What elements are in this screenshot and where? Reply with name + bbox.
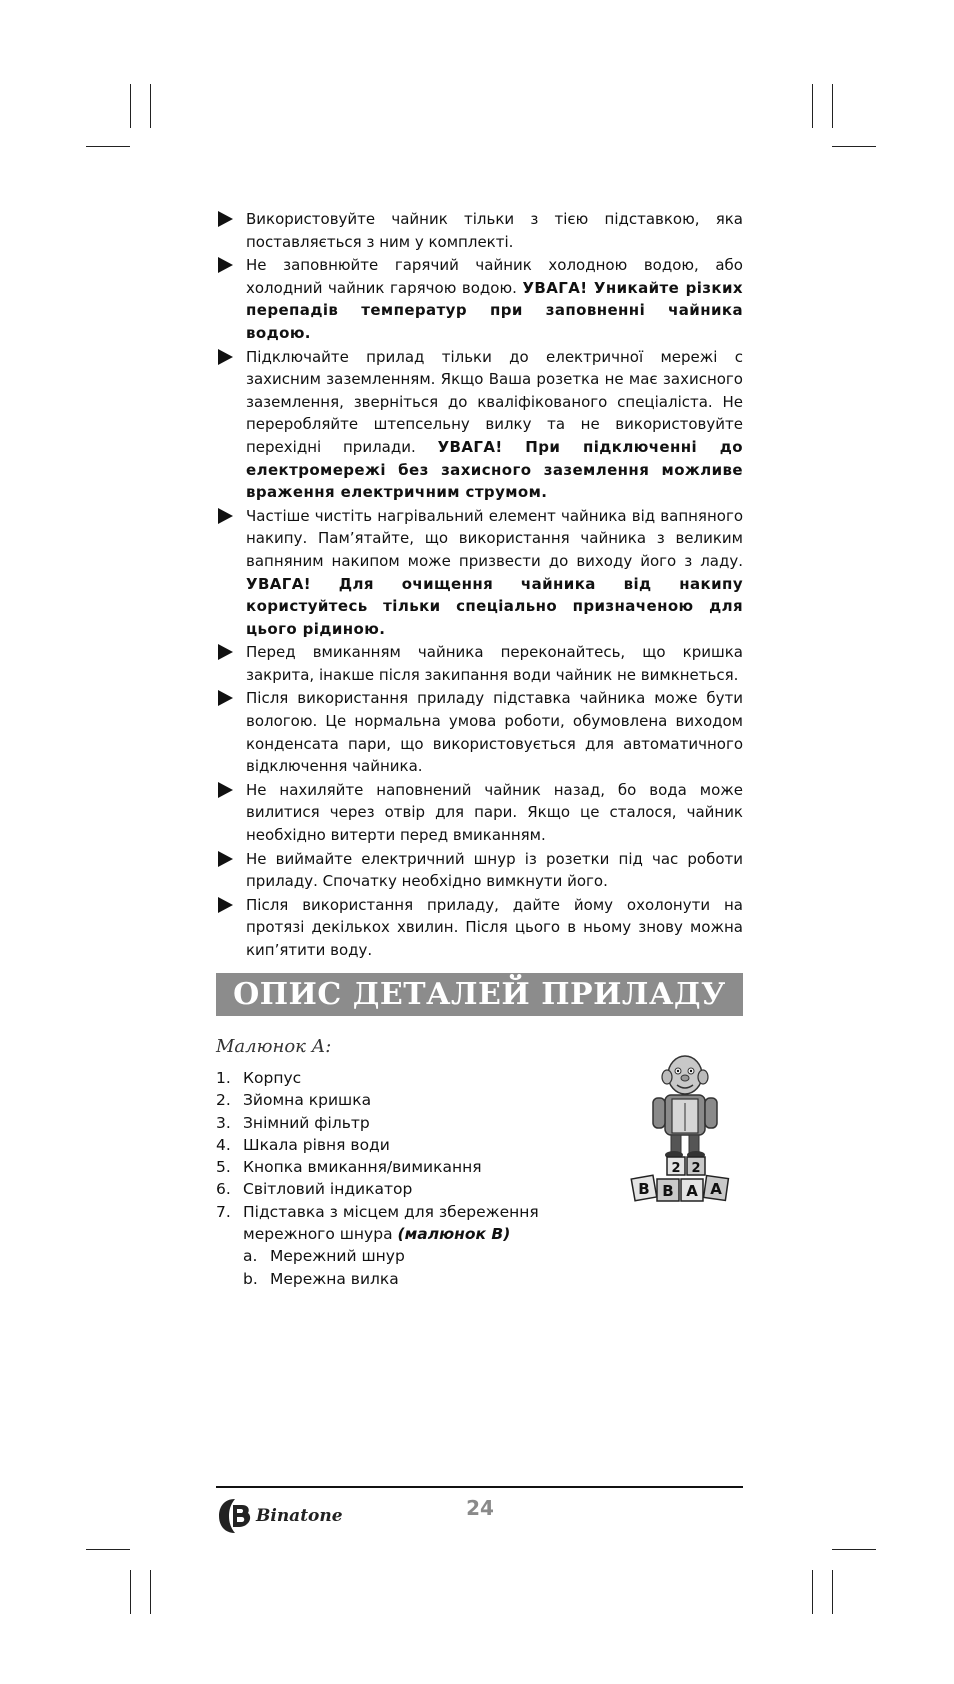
bullet-arrow-icon bbox=[218, 644, 233, 660]
section-heading: ОПИС ДЕТАЛЕЙ ПРИЛАДУ bbox=[216, 973, 743, 1016]
crop-mark bbox=[86, 1549, 130, 1550]
item-label: Корпус bbox=[243, 1069, 302, 1087]
list-item bbox=[216, 254, 743, 344]
bullet-arrow-icon bbox=[218, 897, 233, 913]
bullet-text: Не нахиляйте наповнений чайник назад, бо вода може вилитися через отвір для пари. Якщо це сталося, чайник необхідно витерти перед вмиканням. bbox=[246, 780, 743, 845]
item-label: Зйомна кришка bbox=[243, 1091, 372, 1110]
warning-text: УВАГА! Для очищення чайника від накипу користуйтесь тільки спеціально призначеною для цього рідиною. bbox=[246, 574, 743, 638]
crop-mark bbox=[812, 1570, 813, 1614]
list-item bbox=[216, 1067, 596, 1089]
bullet-text: Не заповнюйте гарячий чайник холодною водою, або холодний чайник гарячою водою. bbox=[246, 256, 743, 297]
safety-instructions bbox=[216, 208, 743, 963]
crop-mark bbox=[86, 146, 130, 147]
warning-text: УВАГА! Уникайте різких перепадів температур при заповненні чайника водою. bbox=[246, 278, 743, 342]
item-number: 2. bbox=[216, 1091, 231, 1110]
item-label: мережного шнура bbox=[243, 1225, 393, 1244]
bullet-text: Після використання приладу, дайте йому охолонути на протязі декількох хвилин. Після цього в ньому знову можна кип’ятити воду. bbox=[246, 895, 743, 959]
list-item bbox=[216, 848, 743, 893]
bullet-arrow-icon bbox=[218, 211, 233, 227]
brand-name: Binatone bbox=[256, 1506, 343, 1526]
bullet-arrow-icon bbox=[218, 782, 233, 798]
bullet-text: Після використання приладу підставка чайника може бути вологою. Це нормальна умова роботи, обумовлена виходом конденсата пари, що використовується для автоматичного відключення чайника. bbox=[246, 689, 743, 776]
item-number: 6. bbox=[216, 1180, 231, 1199]
item-label: Світловий індикатор bbox=[243, 1180, 413, 1199]
list-item bbox=[216, 1089, 596, 1111]
list-item bbox=[216, 1178, 596, 1200]
block-label: 2 bbox=[691, 1161, 701, 1176]
crop-mark bbox=[130, 1570, 131, 1614]
block-label: В bbox=[638, 1180, 650, 1198]
item-number: b. bbox=[243, 1269, 258, 1288]
block-label: В bbox=[662, 1182, 674, 1200]
block-label: 2 bbox=[671, 1161, 681, 1176]
list-item bbox=[216, 1245, 596, 1267]
bullet-text: Підключайте прилад тільки до електричної мережі с захисним заземленням. Якщо Ваша розетка не має захисного заземлення, зверніться до кваліфікованого спеціаліста. Не переробляйте штепсельну вилку та не використовуйте перехідні прилади. bbox=[246, 347, 743, 456]
crop-mark bbox=[150, 1570, 151, 1614]
list-item bbox=[216, 641, 743, 686]
warning-text: УВАГА! При підключенні до електромережі без захисного заземлення можливе враження електричним струмом. bbox=[246, 437, 743, 502]
item-number: 4. bbox=[216, 1135, 231, 1154]
crop-mark bbox=[832, 1549, 876, 1550]
bullet-arrow-icon bbox=[218, 508, 233, 524]
item-number: 3. bbox=[216, 1113, 231, 1132]
item-label: Знімний фільтр bbox=[243, 1113, 370, 1132]
item-label: Підставка з місцем для збереження bbox=[243, 1202, 539, 1221]
bullet-arrow-icon bbox=[218, 851, 233, 867]
crop-mark bbox=[150, 84, 151, 128]
bullet-text: Частіше чистіть нагрівальний елемент чайника від вапняного накипу. Пам’ятайте, що використання чайника з великим вапняним накипом може призвести до виходу його з ладу. bbox=[246, 506, 743, 570]
binatone-logo-icon bbox=[218, 1497, 252, 1535]
list-item-continuation bbox=[216, 1223, 596, 1245]
crop-mark bbox=[812, 84, 813, 128]
block-label: А bbox=[686, 1182, 698, 1200]
bullet-arrow-icon bbox=[218, 690, 233, 706]
list-item bbox=[216, 1112, 596, 1134]
list-item bbox=[216, 687, 743, 777]
item-label: Мережна вилка bbox=[270, 1269, 399, 1288]
list-item bbox=[216, 894, 743, 962]
list-item bbox=[216, 208, 743, 253]
crop-mark bbox=[832, 146, 876, 147]
brand-logo bbox=[218, 1494, 358, 1538]
safety-list bbox=[216, 208, 743, 962]
list-item bbox=[216, 346, 743, 504]
list-item bbox=[216, 1268, 596, 1290]
bullet-arrow-icon bbox=[218, 349, 233, 365]
list-item bbox=[216, 779, 743, 847]
item-number: 5. bbox=[216, 1158, 231, 1177]
bullet-arrow-icon bbox=[218, 257, 233, 273]
item-number: 1. bbox=[216, 1069, 231, 1087]
item-label: Шкала рівня води bbox=[243, 1135, 390, 1154]
bullet-text: Не виймайте електричний шнур із розетки під час роботи приладу. Спочатку необхідно вимкнути його. bbox=[246, 849, 743, 891]
parts-list bbox=[216, 1067, 596, 1290]
item-label: Мережний шнур bbox=[270, 1247, 405, 1266]
bullet-text: Перед вмиканням чайника переконайтесь, що кришка закрита, інакше після закипання води чайник не вимкнеться. bbox=[246, 643, 743, 684]
item-number: 7. bbox=[216, 1202, 231, 1221]
mascot-illustration bbox=[625, 1053, 745, 1213]
item-label: Кнопка вмикання/вимикання bbox=[243, 1158, 482, 1177]
item-number: a. bbox=[243, 1247, 258, 1266]
list-item bbox=[216, 1201, 596, 1223]
bullet-text: Використовуйте чайник тільки з тією підставкою, яка поставляється з ним у комплекті. bbox=[246, 210, 743, 251]
crop-mark bbox=[130, 84, 131, 128]
crop-mark bbox=[832, 84, 833, 128]
list-item bbox=[216, 1156, 596, 1178]
figure-reference: (малюнок В) bbox=[397, 1225, 511, 1244]
page-number: 24 bbox=[466, 1496, 494, 1520]
footer-rule bbox=[216, 1486, 743, 1488]
crop-mark bbox=[832, 1570, 833, 1614]
figure-label: Малюнок А: bbox=[216, 1036, 332, 1057]
block-label: А bbox=[710, 1180, 722, 1198]
list-item bbox=[216, 505, 743, 641]
list-item bbox=[216, 1134, 596, 1156]
